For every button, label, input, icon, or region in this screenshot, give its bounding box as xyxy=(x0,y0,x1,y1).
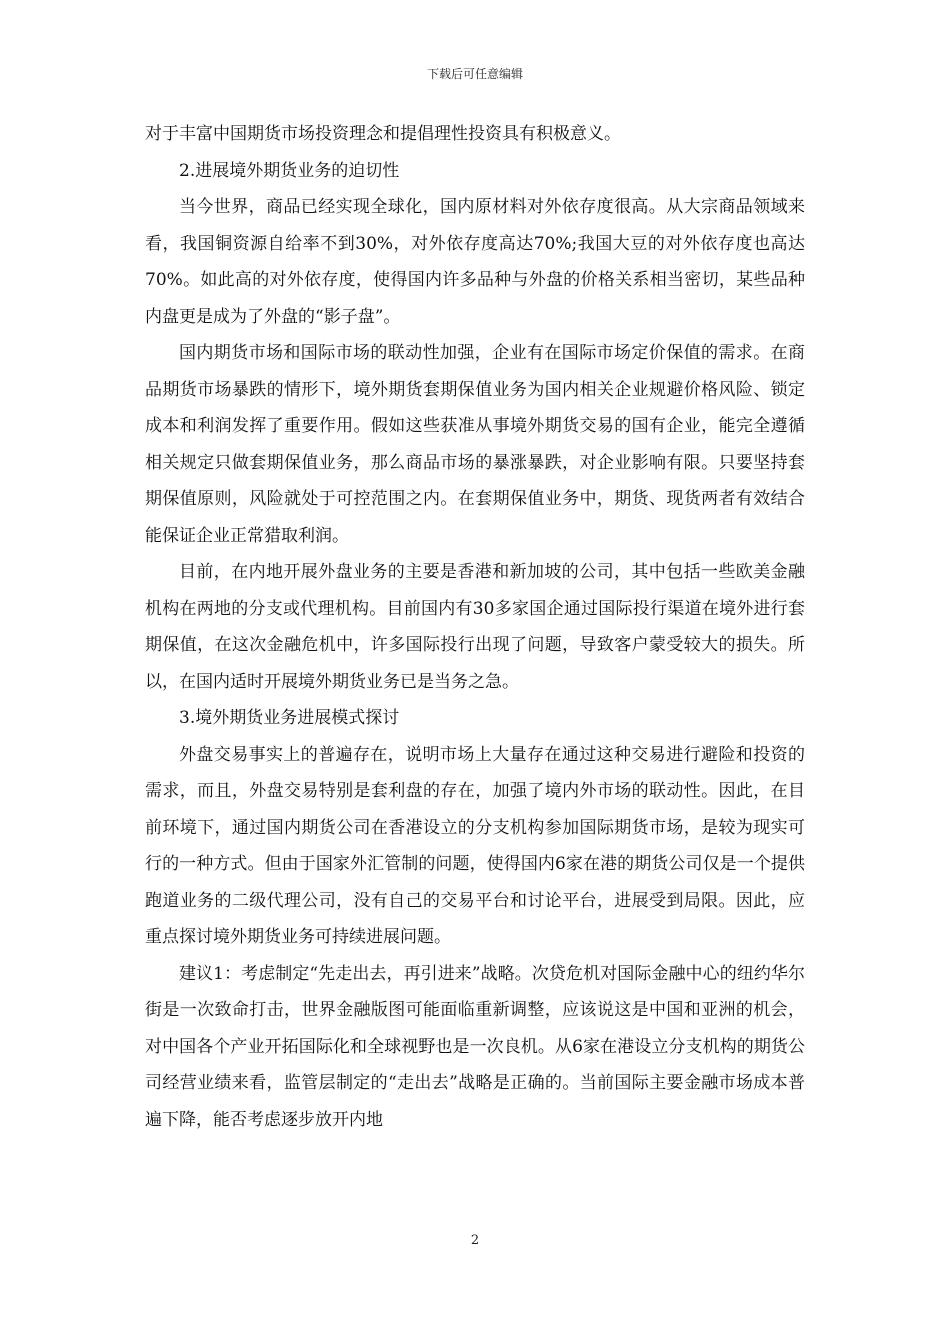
paragraph: 国内期货市场和国际市场的联动性加强，企业有在国际市场定价保值的需求。在商品期货市场暴跌的情形下，境外期货套期保值业务为国内相关企业规避价格风险、锁定成本和利润发挥了重要作用。假如这些获准从事境外期货交易的国有企业，能完全遵循相关规定只做套期保值业务，那么商品市场的暴涨暴跌，对企业影响有限。只要坚持套期保值原则，风险就处于可控范围之内。在套期保值业务中，期货、现货两者有效结合能保证企业正常猎取利润。 xyxy=(145,343,805,546)
page-number: 2 xyxy=(470,1233,480,1248)
paragraph-continuation: 对于丰富中国期货市场投资理念和提倡理性投资具有积极意义。 xyxy=(145,124,621,144)
paragraph: 建议1：考虑制定“先走出去，再引进来”战略。次贷危机对国际金融中心的纽约华尔街是一次致命打击，世界金融版图可能面临重新调整，应该说这是中国和亚洲的机会，对中国各个产业开拓国际化和全球视野也是一次良机。从6家在港设立分支机构的期货公司经营业绩来看，监管层制定的“走出去”战略是正确的。当前国际主要金融市场成本普遍下降，能否考虑逐步放开内地 xyxy=(145,963,805,1130)
page-header: 下载后可任意编辑 xyxy=(426,67,523,81)
paragraph: 外盘交易事实上的普遍存在，说明市场上大量存在通过这种交易进行避险和投资的需求，而且，外盘交易特别是套利盘的存在，加强了境内外市场的联动性。因此，在目前环境下，通过国内期货公司在香港设立的分支机构参加国际期货市场，是较为现实可行的一种方式。但由于国家外汇管制的问题，使得国内6家在港的期货公司仅是一个提供跑道业务的二级代理公司，没有自己的交易平台和讨论平台，进展受到局限。因此，应重点探讨境外期货业务可持续进展问题。 xyxy=(145,744,805,947)
section-heading-3: 3.境外期货业务进展模式探讨 xyxy=(179,708,400,728)
document-body xyxy=(145,116,805,1138)
paragraph: 目前，在内地开展外盘业务的主要是香港和新加坡的公司，其中包括一些欧美金融机构在两地的分支或代理机构。目前国内有30多家国企通过国际投行渠道在境外进行套期保值，在这次金融危机中，许多国际投行出现了问题，导致客户蒙受较大的损失。所以，在国内适时开展境外期货业务已是当务之急。 xyxy=(145,562,805,692)
section-heading-2: 2.进展境外期货业务的迫切性 xyxy=(179,160,400,181)
paragraph: 当今世界，商品已经实现全球化，国内原材料对外依存度很高。从大宗商品领域来看，我国铜资源自给率不到30%，对外依存度高达70%;我国大豆的对外依存度也高达70%。如此高的对外依存度，使得国内许多品种与外盘的价格关系相当密切，某些品种内盘更是成为了外盘的“影子盘”。 xyxy=(145,197,805,327)
